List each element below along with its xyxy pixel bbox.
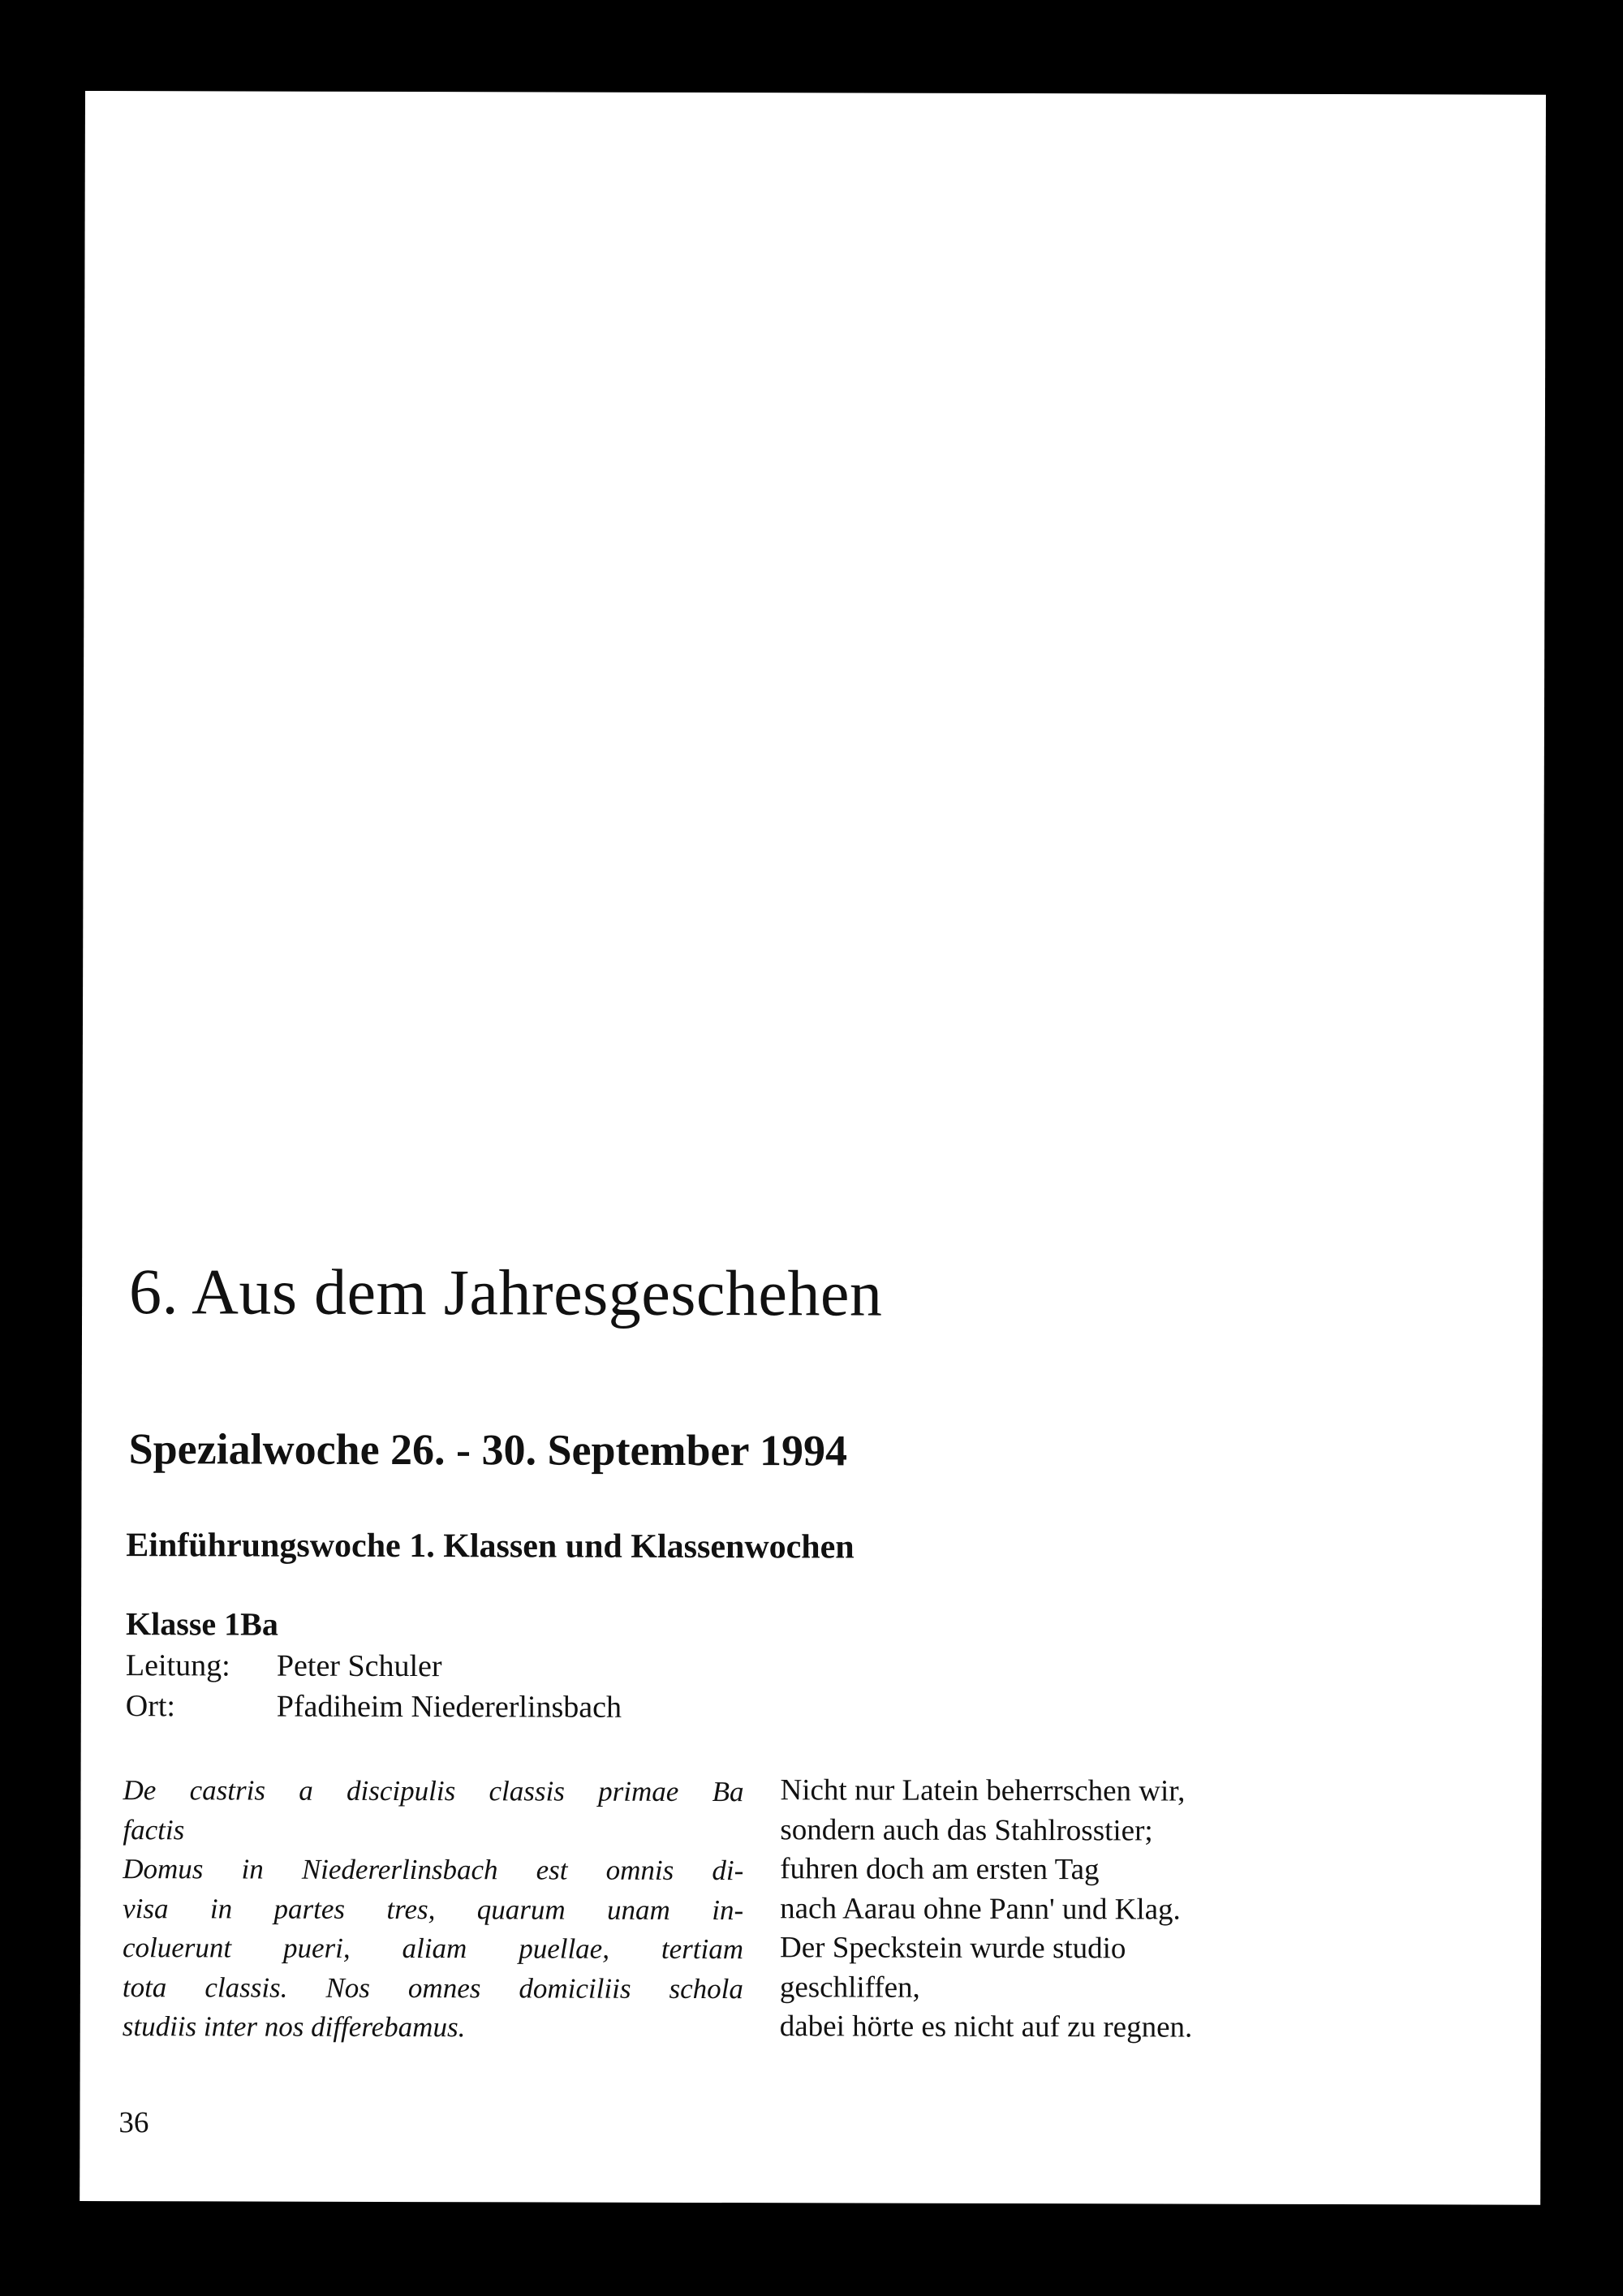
- latin-text-line: studiis inter nos differebamus.: [122, 2010, 466, 2044]
- latin-column: [123, 1771, 744, 2048]
- poem-line: geschliffen,: [779, 1970, 920, 2005]
- leitung-value: Peter Schuler: [276, 1648, 442, 1684]
- chapter-title: 6. Aus dem Jahresgeschehen: [129, 1256, 883, 1330]
- latin-text-line: Domus in Niedererlinsbach est omnis di-: [123, 1853, 744, 1887]
- latin-heading-line: De castris a discipulis classis primae Ba: [123, 1774, 744, 1808]
- poem-line: fuhren doch am ersten Tag: [780, 1852, 1100, 1887]
- poem-line: sondern auch das Stahlrosstier;: [780, 1812, 1153, 1847]
- page-number: 36: [118, 2106, 149, 2140]
- document-page: [80, 91, 1546, 2205]
- latin-text-line: tota classis. Nos omnes domiciliis schola: [122, 1971, 743, 2005]
- subsection-title: Einführungswoche 1. Klassen und Klassenwochen: [126, 1527, 855, 1566]
- latin-text-line: coluerunt pueri, aliam puellae, tertiam: [122, 1932, 744, 1966]
- poem-line: nach Aarau ohne Pann' und Klag.: [780, 1891, 1181, 1927]
- ort-row: [126, 1688, 622, 1725]
- latin-heading-line: factis: [123, 1813, 185, 1846]
- leitung-label: Leitung:: [125, 1648, 230, 1683]
- ort-label: Ort:: [125, 1689, 176, 1724]
- class-title: Klasse 1Ba: [125, 1605, 278, 1643]
- poem-line: Nicht nur Latein beherrschen wir,: [780, 1773, 1186, 1808]
- german-poem-column: [780, 1771, 1365, 2048]
- poem-line: Der Speckstein wurde studio: [779, 1931, 1126, 1966]
- section-title: Spezialwoche 26. - 30. September 1994: [128, 1424, 848, 1475]
- leitung-row: [126, 1648, 442, 1684]
- poem-line: dabei hörte es nicht auf zu regnen.: [779, 2010, 1193, 2044]
- latin-text-line: visa in partes tres, quarum unam in-: [123, 1892, 744, 1926]
- ort-value: Pfadiheim Niedererlinsbach: [276, 1689, 622, 1725]
